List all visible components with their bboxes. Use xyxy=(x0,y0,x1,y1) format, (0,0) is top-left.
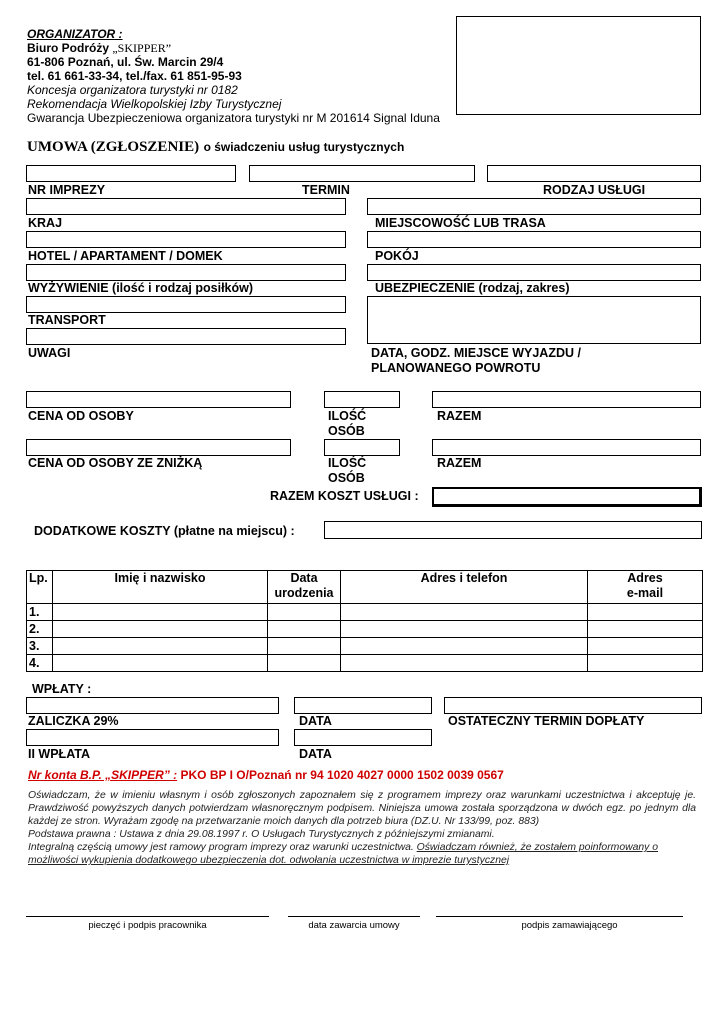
title-sub: o świadczeniu usług turystycznych xyxy=(203,140,405,154)
wyzywienie-label: WYŻYWIENIE (ilość i rodzaj posiłków) xyxy=(28,281,254,295)
miejscowosc-input[interactable] xyxy=(367,198,701,215)
header-dob-line1: Data xyxy=(290,571,318,585)
table-row xyxy=(27,621,703,638)
table-row xyxy=(27,655,703,672)
organizer-name xyxy=(27,41,440,55)
ilosc-znizka-label: ILOŚĆ xyxy=(328,456,367,470)
client-signature-caption: podpis zamawiającego xyxy=(521,920,618,931)
ii-wplata-input[interactable] xyxy=(26,729,279,746)
table-row xyxy=(27,638,703,655)
email-cell[interactable] xyxy=(588,638,703,655)
header-email-line1: Adres xyxy=(627,571,663,585)
employee-signature-line[interactable] xyxy=(26,916,269,917)
cena-od-osoby-input[interactable] xyxy=(26,391,291,408)
pokoj-input[interactable] xyxy=(367,231,701,248)
termin-input[interactable] xyxy=(249,165,475,182)
razem-koszt-label: RAZEM KOSZT USŁUGI : xyxy=(270,489,419,503)
legal-paragraph-3-plain: Integralną częścią umowy jest ramowy program imprezy oraz warunki uczestnictwa. xyxy=(28,842,414,853)
address-cell[interactable] xyxy=(341,638,588,655)
address-cell[interactable] xyxy=(341,655,588,672)
ilosc-label: ILOŚĆ xyxy=(328,409,367,423)
razem-znizka-input[interactable] xyxy=(432,439,701,456)
ilosc-osob-znizka-input[interactable] xyxy=(324,439,400,456)
table-row xyxy=(27,604,703,621)
ubezpieczenie-input[interactable] xyxy=(367,264,701,281)
data-wyjazdu-label-line2: PLANOWANEGO POWROTU xyxy=(371,361,541,375)
dob-cell[interactable] xyxy=(268,655,341,672)
row-number: 1. xyxy=(27,604,53,621)
date-signature-line[interactable] xyxy=(288,916,420,917)
termin-label: TERMIN xyxy=(302,183,350,197)
participants-header-row xyxy=(27,571,703,604)
row-number: 2. xyxy=(27,621,53,638)
cena-od-osoby-label: CENA OD OSOBY xyxy=(28,409,134,423)
wyzywienie-input[interactable] xyxy=(26,264,346,281)
name-cell[interactable] xyxy=(53,655,268,672)
cena-ze-znizka-input[interactable] xyxy=(26,439,291,456)
ii-wplata-label: II WPŁATA xyxy=(28,747,91,761)
legal-paragraph-1: Oświadczam, że w imieniu własnym i osób zgłoszonych zapoznałem się z programem imprezy oraz warunkami uczestnictwa i akceptuję je. Prawdziwość powyższych danych potwierdzam własnoręcznym podpisem. Niniejsza umowa została sporządzona w dwóch egz. po jednym dla każdej ze stron. Wyrażam zgodę na przetwarzanie moich danych dla potrzeb biura (DZ.U. Nr 133/99, poz. 883) xyxy=(28,790,696,827)
header-email-line2: e-mail xyxy=(626,586,664,600)
osob-znizka-label: OSÓB xyxy=(328,471,365,485)
organizer-address: 61-806 Poznań, ul. Św. Marcin 29/4 xyxy=(27,55,224,69)
rodzaj-uslugi-label: RODZAJ USŁUGI xyxy=(543,183,646,197)
pokoj-label: POKÓJ xyxy=(375,249,419,263)
ilosc-osob-input[interactable] xyxy=(324,391,400,408)
organizer-license: Koncesja organizatora turystyki nr 0182 xyxy=(27,83,238,97)
uwagi-label: UWAGI xyxy=(28,346,71,360)
dob-cell[interactable] xyxy=(268,638,341,655)
header-dob xyxy=(268,571,341,604)
email-cell[interactable] xyxy=(588,621,703,638)
nr-imprezy-label: NR IMPREZY xyxy=(28,183,106,197)
razem-label: RAZEM xyxy=(437,409,482,423)
header-email xyxy=(588,571,703,604)
name-cell[interactable] xyxy=(53,604,268,621)
razem-znizka-label: RAZEM xyxy=(437,456,482,470)
uwagi-input[interactable] xyxy=(26,328,346,345)
dodatkowe-koszty-label: DODATKOWE KOSZTY (płatne na miejscu) : xyxy=(34,524,295,538)
razem-input[interactable] xyxy=(432,391,701,408)
email-cell[interactable] xyxy=(588,655,703,672)
header-name: Imię i nazwisko xyxy=(53,571,268,604)
bank-account-label: Nr konta B.P. „SKIPPER” : xyxy=(28,768,178,782)
stamp-box[interactable] xyxy=(456,16,701,115)
hotel-label: HOTEL / APARTAMENT / DOMEK xyxy=(28,249,223,263)
ostateczny-termin-input[interactable] xyxy=(444,697,702,714)
legal-statement xyxy=(28,789,696,867)
ii-wplata-data-label: DATA xyxy=(299,747,332,761)
osob-label: OSÓB xyxy=(328,424,365,438)
organizer-recommendation: Rekomendacja Wielkopolskiej Izby Turystycznej xyxy=(27,97,282,111)
organizer-brand: „SKIPPER” xyxy=(112,41,172,55)
organizer-block xyxy=(27,27,440,125)
rodzaj-uslugi-input[interactable] xyxy=(487,165,701,182)
kraj-input[interactable] xyxy=(26,198,346,215)
header-dob-line2: urodzenia xyxy=(274,586,334,600)
dob-cell[interactable] xyxy=(268,604,341,621)
participants-table xyxy=(26,570,703,672)
transport-label: TRANSPORT xyxy=(28,313,106,327)
document-title xyxy=(27,138,404,156)
kraj-label: KRAJ xyxy=(28,216,63,230)
address-cell[interactable] xyxy=(341,604,588,621)
organizer-heading: ORGANIZATOR : xyxy=(27,27,123,41)
ubezpieczenie-details-box[interactable] xyxy=(367,296,701,344)
client-signature-line[interactable] xyxy=(436,916,683,917)
header-address: Adres i telefon xyxy=(341,571,588,604)
legal-paragraph-3 xyxy=(28,841,696,867)
email-cell[interactable] xyxy=(588,604,703,621)
hotel-input[interactable] xyxy=(26,231,346,248)
organizer-name-prefix: Biuro Podróży xyxy=(27,41,110,55)
legal-paragraph-2: Podstawa prawna : Ustawa z dnia 29.08.1997 r. O Usługach Turystycznych z późniejszymi zmianami. xyxy=(28,829,495,840)
zaliczka-data-input[interactable] xyxy=(294,697,432,714)
bank-account xyxy=(28,768,504,782)
row-number: 4. xyxy=(27,655,53,672)
data-wyjazdu-label-line1: DATA, GODZ. MIEJSCE WYJAZDU / xyxy=(371,346,581,360)
ostateczny-termin-label: OSTATECZNY TERMIN DOPŁATY xyxy=(448,714,645,728)
name-cell[interactable] xyxy=(53,638,268,655)
zaliczka-data-label: DATA xyxy=(299,714,332,728)
dob-cell[interactable] xyxy=(268,621,341,638)
transport-input[interactable] xyxy=(26,296,346,313)
zaliczka-label: ZALICZKA 29% xyxy=(28,714,119,728)
row-number: 3. xyxy=(27,638,53,655)
header-lp: Lp. xyxy=(27,571,53,604)
dodatkowe-koszty-input[interactable] xyxy=(324,521,702,539)
date-signature-caption: data zawarcia umowy xyxy=(308,920,400,931)
ubezpieczenie-label: UBEZPIECZENIE (rodzaj, zakres) xyxy=(375,281,570,295)
name-cell[interactable] xyxy=(53,621,268,638)
address-cell[interactable] xyxy=(341,621,588,638)
bank-account-number: PKO BP I O/Poznań nr 94 1020 4027 0000 1502 0039 0567 xyxy=(180,768,504,782)
title-main: UMOWA (ZGŁOSZENIE) xyxy=(27,139,200,155)
employee-signature-caption: pieczęć i podpis pracownika xyxy=(88,920,207,931)
nr-imprezy-input[interactable] xyxy=(26,165,236,182)
cena-ze-znizka-label: CENA OD OSOBY ZE ZNIŻKĄ xyxy=(28,456,203,470)
ii-wplata-data-input[interactable] xyxy=(294,729,432,746)
razem-koszt-input[interactable] xyxy=(432,487,702,507)
miejscowosc-label: MIEJSCOWOŚĆ LUB TRASA xyxy=(375,216,546,230)
organizer-phone: tel. 61 661-33-34, tel./fax. 61 851-95-93 xyxy=(27,69,242,83)
legal-paragraph-3-underlined: Oświadczam również, że zostałem poinformowany o możliwości wykupienia dodatkowego ubezpieczenia dot. odwołania uczestnictwa w imprezie turystycznej xyxy=(28,842,659,866)
organizer-guarantee: Gwarancja Ubezpieczeniowa organizatora turystyki nr M 201614 Signal Iduna xyxy=(27,111,440,125)
wplaty-label: WPŁATY : xyxy=(32,682,92,696)
zaliczka-input[interactable] xyxy=(26,697,279,714)
